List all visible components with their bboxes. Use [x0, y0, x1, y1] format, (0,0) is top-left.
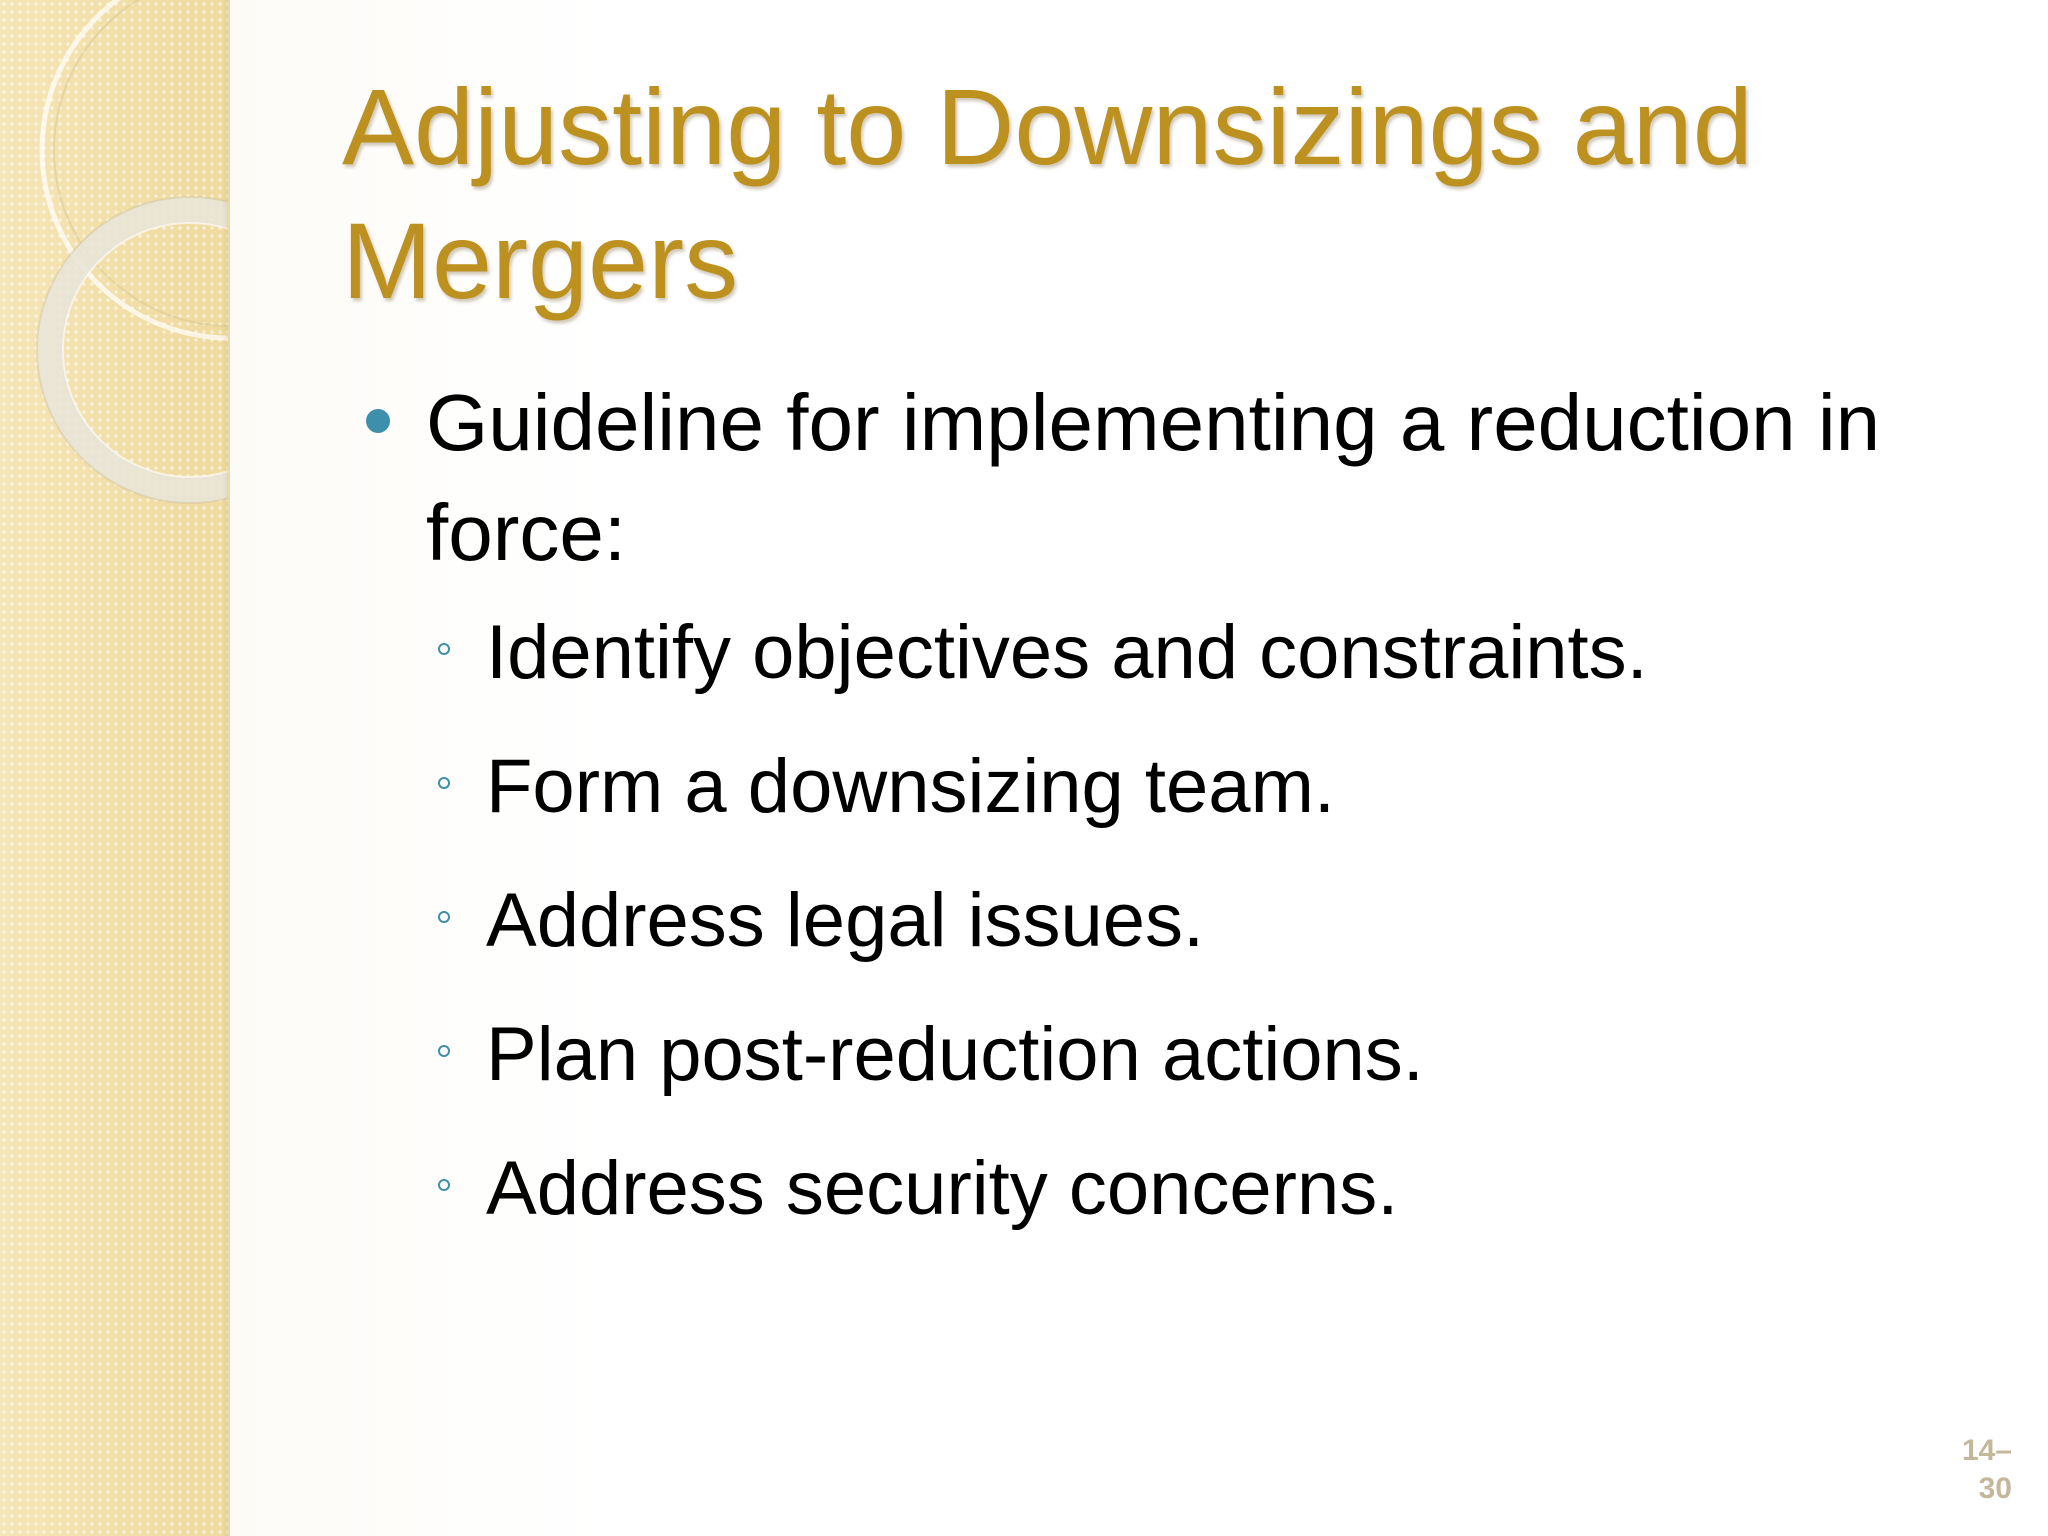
sub-bullet-text: Identify objectives and constraints. — [486, 610, 1648, 695]
slide-number: 14– 30 — [1961, 1434, 2012, 1505]
sub-bullet-text: Form a downsizing team. — [486, 744, 1335, 829]
sub-bullet-item — [360, 742, 2010, 832]
sub-bullet-ring-icon — [438, 911, 450, 923]
sub-bullet-text: Address legal issues. — [486, 878, 1205, 963]
sub-bullet-item — [360, 1010, 2010, 1100]
sub-bullet-ring-icon — [438, 777, 450, 789]
decorative-side-band — [0, 0, 230, 1536]
sub-bullet-ring-icon — [438, 1179, 450, 1191]
decorative-rings-icon — [0, 0, 228, 520]
slide-title: Adjusting to Downsizings and Mergers — [342, 66, 1753, 321]
sub-bullet-item — [360, 1144, 2010, 1234]
sub-bullet-text: Plan post-reduction actions. — [486, 1012, 1424, 1097]
slide-content — [360, 368, 2010, 1278]
sub-bullet-list — [360, 608, 2010, 1234]
bullet-item — [360, 368, 2010, 588]
sub-bullet-item — [360, 608, 2010, 698]
bullet-text: Guideline for implementing a reduction in force: — [426, 378, 1881, 577]
sub-bullet-item — [360, 876, 2010, 966]
bullet-dot-icon — [366, 409, 390, 433]
sub-bullet-ring-icon — [438, 643, 450, 655]
sub-bullet-text: Address security concerns. — [486, 1146, 1399, 1231]
sub-bullet-ring-icon — [438, 1045, 450, 1057]
